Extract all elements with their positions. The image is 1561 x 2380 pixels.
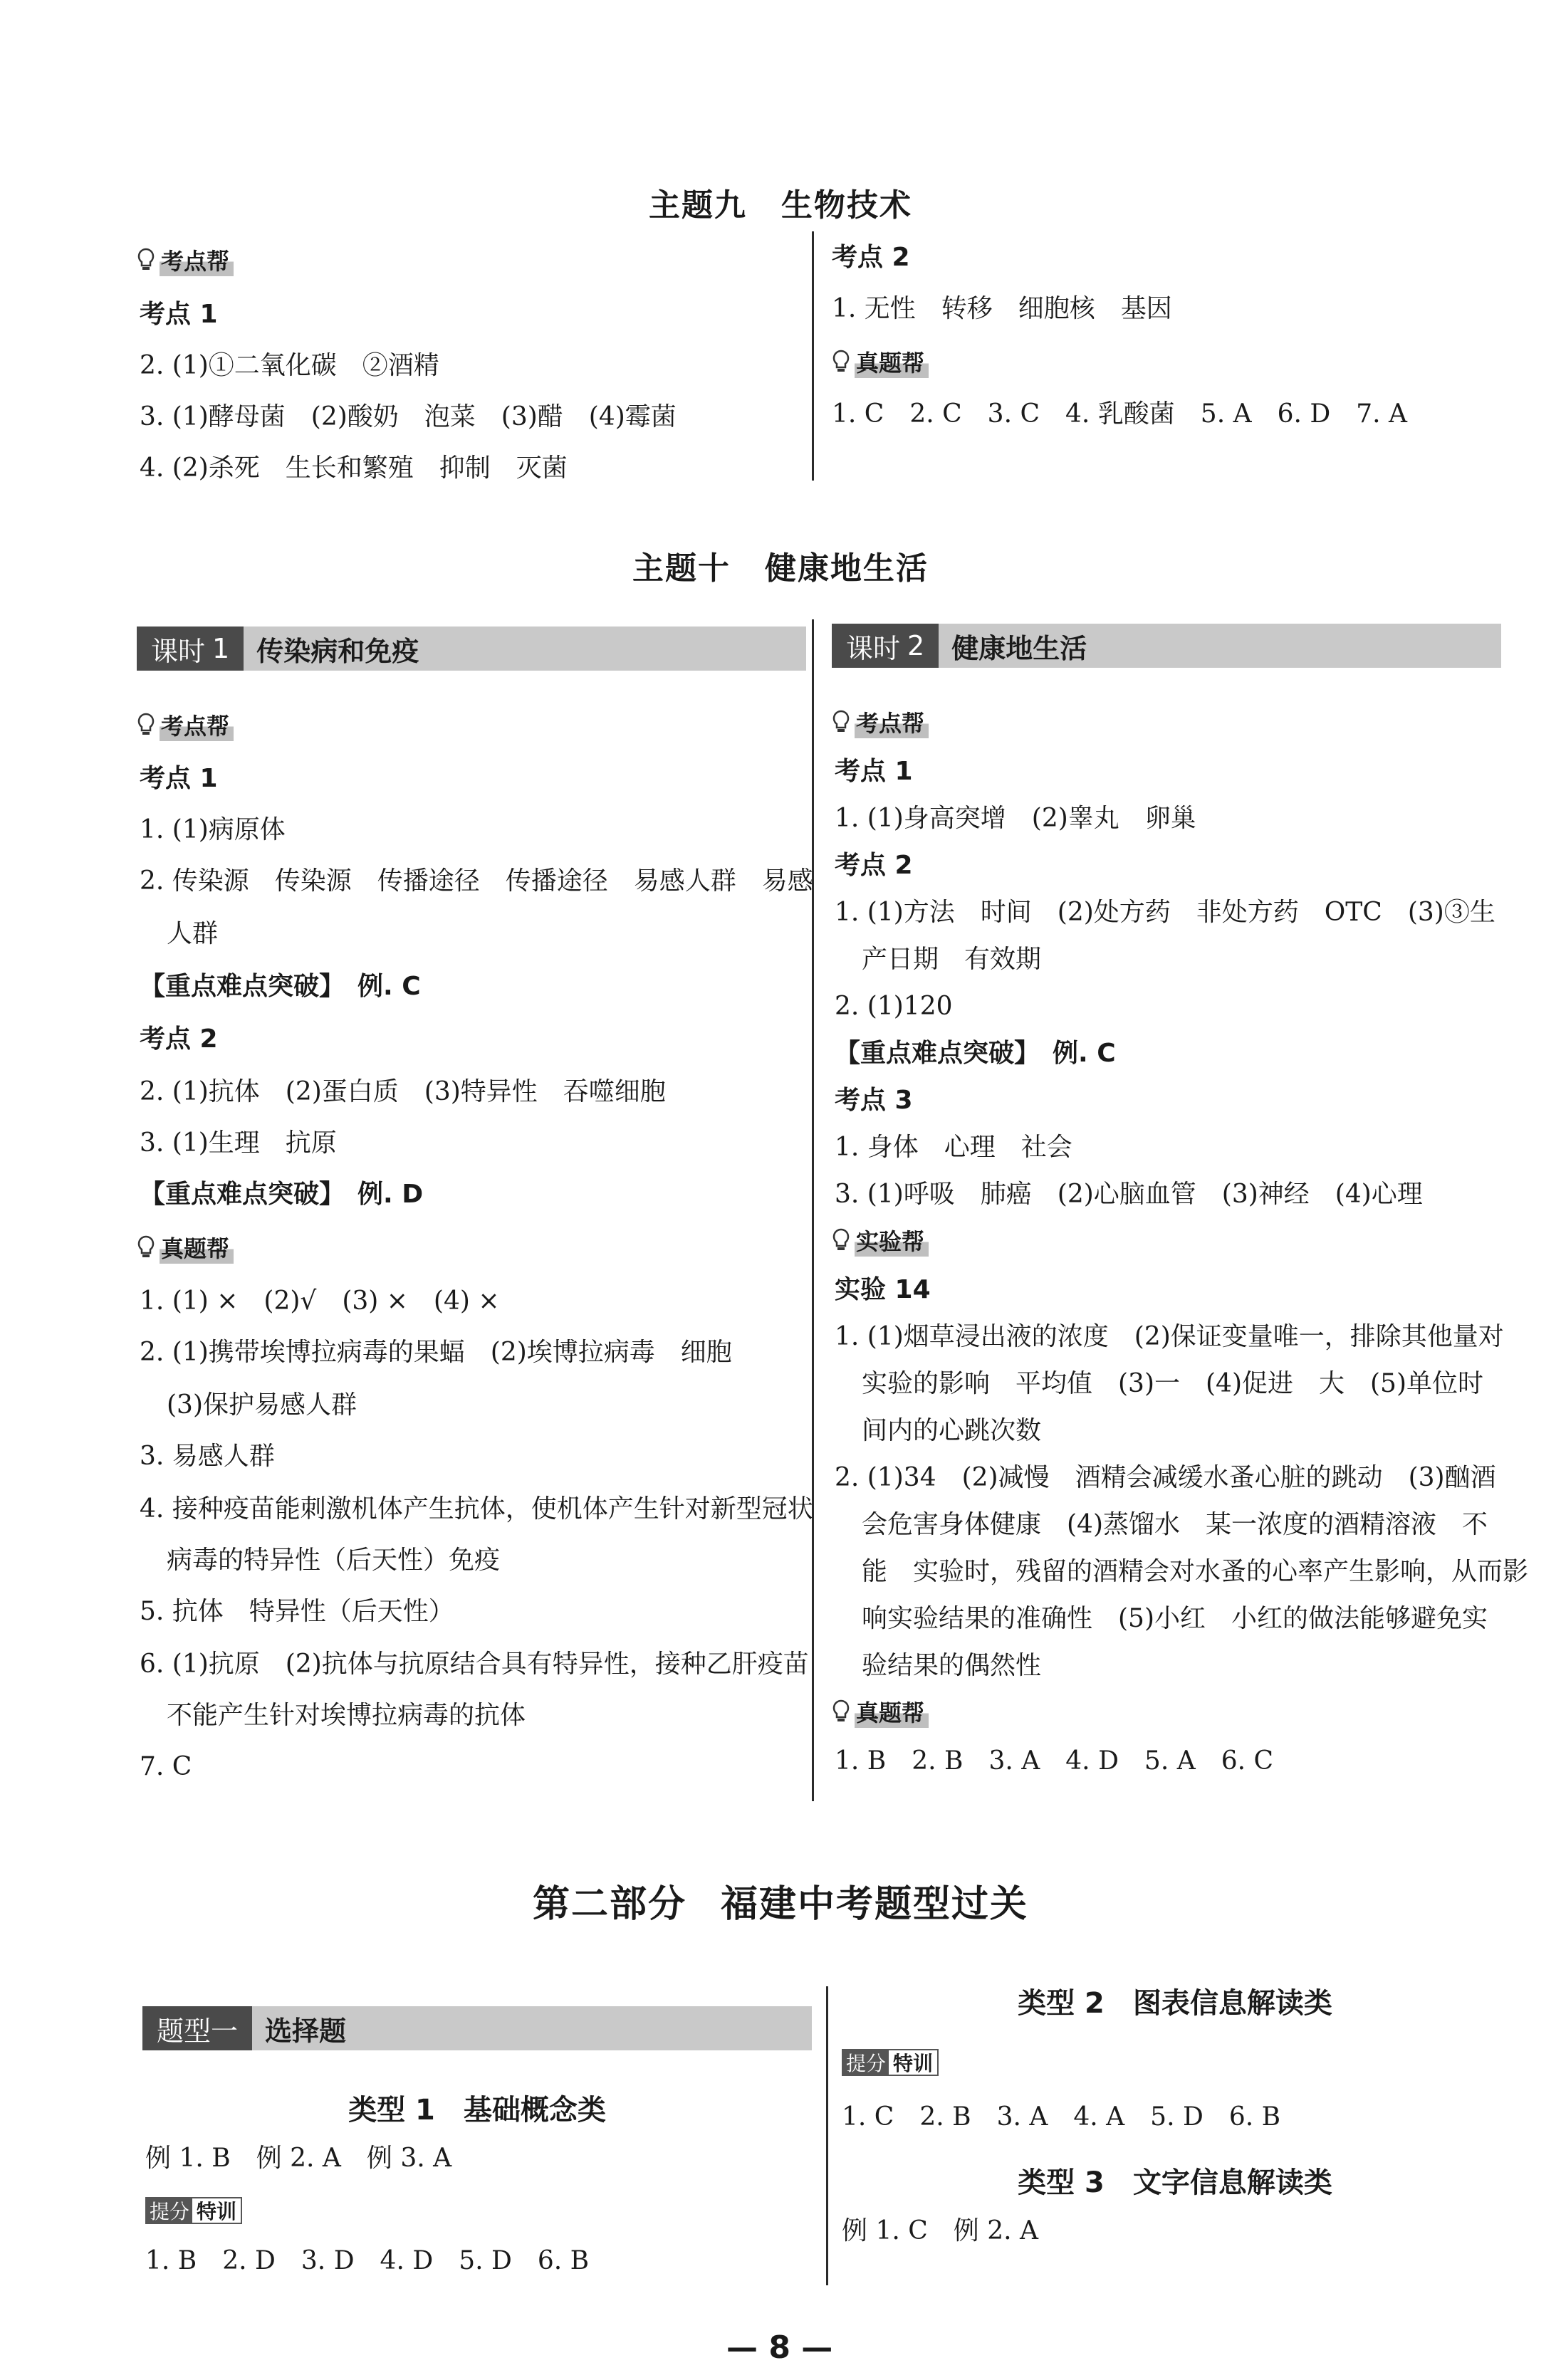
zhenti-badge-label: 真题帮	[855, 345, 929, 378]
section-header	[142, 2006, 812, 2050]
kaodian-badge: 考点帮	[832, 708, 929, 736]
answer-line: 3. (1)生理 抗原	[140, 1128, 337, 1158]
answer-line: 2. (1)34 (2)减慢 酒精会减缓水蚤心脏的跳动 (3)酗酒	[835, 1463, 1496, 1492]
kaodian-badge-label: 考点帮	[160, 243, 234, 276]
kd-heading: 考点 1	[835, 757, 913, 786]
kd-heading: 考点 2	[140, 1024, 218, 1054]
answer-line: 4. 接种疫苗能刺激机体产生抗体，使机体产生针对新型冠状	[140, 1494, 813, 1524]
answer-line: 5. 抗体 特异性（后天性）	[140, 1597, 454, 1626]
answer-line: 1. (1)身高突增 (2)睾丸 卵巢	[835, 804, 1196, 833]
lesson1-name: 传染病和免疫	[256, 635, 419, 667]
lesson2-tag: 课时 2	[832, 624, 939, 668]
type1-heading: 类型 1 基础概念类	[348, 2094, 606, 2127]
answer-line: 1. (1)方法 时间 (2)处方药 非处方药 OTC (3)③生	[835, 898, 1495, 927]
column-divider	[826, 1986, 828, 2285]
answer-line: 例 1. B 例 2. A 例 3. A	[145, 2144, 452, 2173]
lightbulb-icon	[832, 1699, 850, 1724]
answer-line: 病毒的特异性（后天性）免疫	[167, 1546, 501, 1575]
section-name: 选择题	[265, 2015, 347, 2047]
topic9-title	[0, 179, 1561, 225]
answer-line: 3. 易感人群	[140, 1442, 275, 1471]
kaodian-badge: 考点帮	[137, 711, 234, 739]
topic9-title-a: 主题九	[649, 187, 747, 224]
answer-line: 响实验结果的准确性 (5)小红 小红的做法能够避免实	[862, 1604, 1488, 1633]
answer-line: 1. C 2. C 3. C 4. 乳酸菌 5. A 6. D 7. A	[832, 399, 1408, 429]
zhenti-badge: 真题帮	[832, 1697, 929, 1726]
answer-line: 2. (1)携带埃博拉病毒的果蝠 (2)埃博拉病毒 细胞	[140, 1338, 732, 1367]
answer-line: 能 实验时，残留的酒精会对水蚤的心率产生影响，从而影	[862, 1557, 1529, 1586]
answer-line: 2. 传染源 传染源 传播途径 传播途径 易感人群 易感	[140, 866, 813, 896]
answer-line: 6. (1)抗原 (2)抗体与抗原结合具有特异性，接种乙肝疫苗	[140, 1650, 809, 1679]
section-tag: 题型一	[142, 2006, 252, 2050]
answer-line: 例 1. C 例 2. A	[842, 2216, 1039, 2245]
kd-heading: 考点 2	[835, 851, 913, 880]
lesson1-header	[137, 627, 806, 671]
answer-line: 会危害身体健康 (4)蒸馏水 某一浓度的酒精溶液 不	[862, 1510, 1488, 1539]
lesson2-header	[832, 624, 1501, 668]
answer-line: 1. B 2. D 3. D 4. D 5. D 6. B	[145, 2246, 590, 2275]
answer-line: 2. (1)①二氧化碳 ②酒精	[140, 351, 439, 380]
zhenti-badge	[832, 347, 929, 376]
key-point-line: 【重点难点突破】 例. C	[835, 1039, 1116, 1068]
answer-line: 1. B 2. B 3. A 4. D 5. A 6. C	[835, 1746, 1274, 1776]
topic9-title-b: 生物技术	[781, 187, 912, 224]
answer-line: 7. C	[140, 1752, 192, 1781]
answer-line: 3. (1)酵母菌 (2)酸奶 泡菜 (3)醋 (4)霉菌	[140, 402, 677, 431]
column-divider	[812, 619, 814, 1801]
answer-line: 3. (1)呼吸 肺癌 (2)心脑血管 (3)神经 (4)心理	[835, 1180, 1423, 1209]
key-point-line: 【重点难点突破】 例. C	[140, 972, 421, 1001]
tifen-badge: 提分 特训	[145, 2197, 242, 2224]
part2-title: 第二部分 福建中考题型过关	[532, 1883, 1029, 1926]
kd-heading: 考点 1	[140, 300, 218, 329]
lesson1-tag: 课时 1	[137, 627, 244, 671]
lightbulb-icon	[137, 713, 155, 737]
answer-line: 4. (2)杀死 生长和繁殖 抑制 灭菌	[140, 454, 568, 483]
answer-line: 2. (1)抗体 (2)蛋白质 (3)特异性 吞噬细胞	[140, 1077, 666, 1106]
kaodian-badge	[137, 246, 234, 274]
answer-line: (3)保护易感人群	[167, 1390, 357, 1420]
tifen-badge: 提分 特训	[842, 2049, 939, 2076]
kd-heading: 考点 3	[835, 1086, 913, 1115]
kd-heading: 考点 2	[832, 243, 910, 272]
kd-heading: 考点 1	[140, 764, 218, 793]
lightbulb-icon	[137, 1235, 155, 1259]
lightbulb-icon	[832, 710, 850, 734]
topic10-title-a: 主题十	[632, 550, 731, 587]
topic10-title	[0, 542, 1561, 588]
answer-line: 实验的影响 平均值 (3)一 (4)促进 大 (5)单位时	[862, 1369, 1483, 1398]
lesson2-name: 健康地生活	[951, 632, 1087, 664]
topic10-title-b: 健康地生活	[765, 550, 929, 587]
lightbulb-icon	[832, 350, 850, 374]
answer-line: 1. (1)烟草浸出液的浓度 (2)保证变量唯一，排除其他量对	[835, 1322, 1504, 1351]
type3-heading: 类型 3 文字信息解读类	[1018, 2166, 1332, 2199]
shiyan-badge: 实验帮	[832, 1226, 929, 1254]
lightbulb-icon	[832, 1228, 850, 1252]
page-number: — 8 —	[726, 2329, 833, 2366]
answer-line: 产日期 有效期	[862, 945, 1042, 974]
lightbulb-icon	[137, 248, 155, 272]
answer-line: 1. C 2. B 3. A 4. A 5. D 6. B	[842, 2102, 1281, 2132]
column-divider	[812, 231, 814, 481]
key-point-line: 【重点难点突破】 例. D	[140, 1180, 424, 1209]
answer-line: 1. (1) × (2)√ (3) × (4) ×	[140, 1286, 500, 1316]
type2-heading: 类型 2 图表信息解读类	[1018, 1987, 1332, 2020]
answer-line: 2. (1)120	[835, 992, 953, 1021]
zhenti-badge: 真题帮	[137, 1233, 234, 1262]
answer-line: 间内的心跳次数	[862, 1416, 1042, 1445]
answer-line: 1. 身体 心理 社会	[835, 1133, 1072, 1162]
answer-line: 1. 无性 转移 细胞核 基因	[832, 294, 1172, 323]
answer-line: 1. (1)病原体	[140, 815, 286, 844]
answer-line: 验结果的偶然性	[862, 1651, 1042, 1680]
answer-line: 人群	[167, 919, 219, 948]
kd-heading: 实验 14	[835, 1275, 931, 1304]
answer-line: 不能产生针对埃博拉病毒的抗体	[167, 1701, 526, 1730]
